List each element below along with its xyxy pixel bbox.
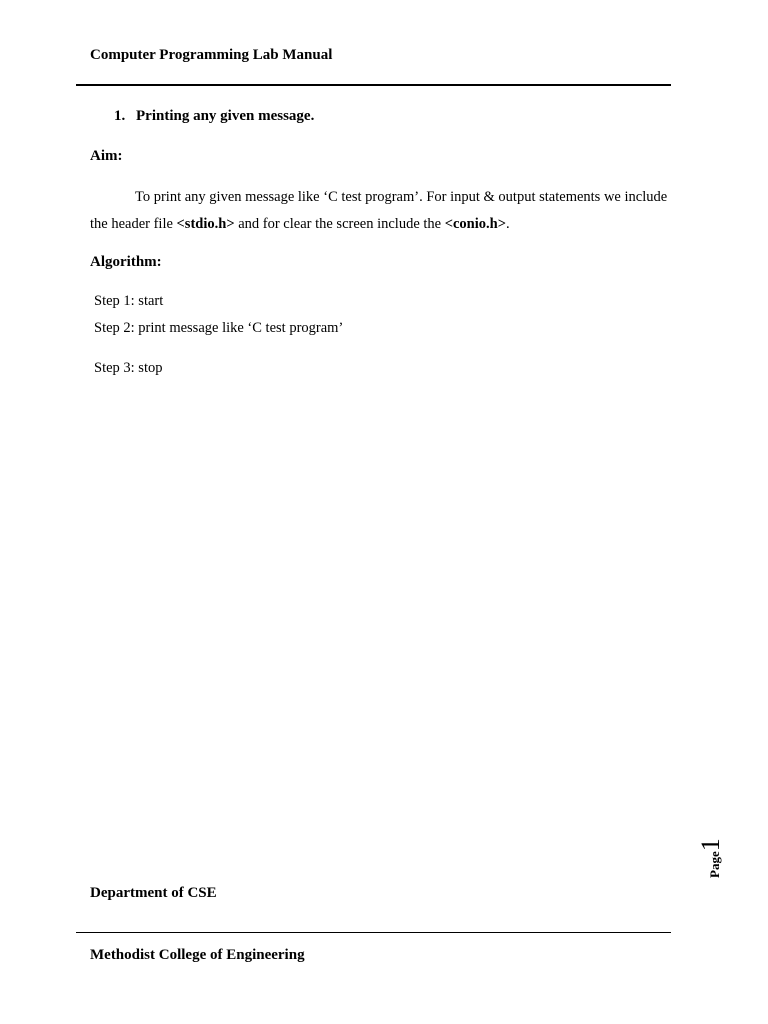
aim-paragraph — [90, 184, 685, 238]
algorithm-step: Step 1: start — [94, 293, 164, 309]
section-number: 1. — [114, 108, 126, 124]
footer-divider — [76, 932, 671, 933]
stdio-header: <stdio.h> — [176, 216, 235, 232]
footer-college: Methodist College of Engineering — [90, 947, 305, 963]
aim-text-part2: and for clear the screen include the — [234, 216, 445, 232]
header-title: Computer Programming Lab Manual — [90, 47, 333, 63]
algorithm-step: Step 2: print message like ‘C test program’ — [94, 320, 344, 336]
algorithm-step: Step 3: stop — [94, 360, 163, 376]
page-number-marker — [696, 830, 746, 880]
aim-text-part1: To print any given message like ‘C test program’. For input & output statements we include the header file — [90, 189, 668, 232]
conio-header: <conio.h> — [444, 216, 506, 232]
header-divider — [76, 84, 671, 86]
aim-text-part3: . — [505, 216, 510, 232]
aim-heading: Aim: — [90, 148, 123, 164]
page-word: Page — [707, 851, 722, 878]
section-title — [114, 108, 314, 125]
page-number: 1 — [696, 838, 725, 852]
algorithm-heading: Algorithm: — [90, 254, 162, 270]
footer-department: Department of CSE — [90, 885, 217, 901]
section-title-text: Printing any given message. — [136, 108, 315, 124]
